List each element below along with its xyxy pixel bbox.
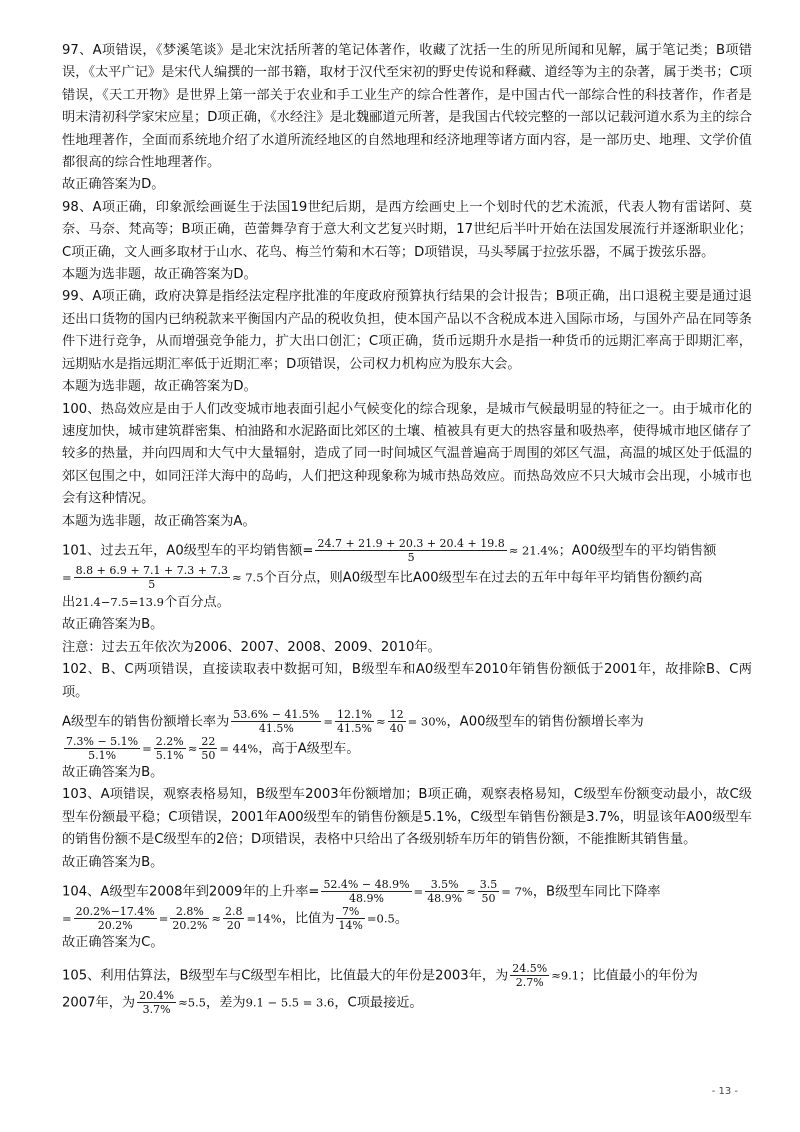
q101-math-1: 21.4−7.5=13.9 — [75, 594, 164, 609]
q104-fraction-5: $\frac{2.8\%}{20.2\%}$ — [172, 905, 208, 932]
q101-result-2: ≈ 7.5 — [231, 570, 264, 585]
q105-math-1: 9.1 − 5.5 = 3.6 — [245, 995, 335, 1010]
q101-fraction-2: $\frac{8.8 + 6.9 + 7.1 + 7.3 + 7.3}{5}$ — [75, 563, 228, 591]
q105-line2: 2007年，为 $\frac{20.4\%}{3.7\%}$ ≈5.5，差为9.1 − 5.5 = 3.6，C项最接近。 — [62, 989, 423, 1017]
q104-fraction-2: $\frac{3.5\%}{48.9\%}$ — [427, 878, 463, 905]
q101-note: 注意：过去五年依次为2006、2007、2008、2009、2010年。 — [62, 639, 441, 655]
q104-line1: 104、A级型车2008年到2009年的上升率= $\frac{52.4\% - 48.9\%}{48.9\%}$ = $\frac{3.5\%}{48.9\%}$ ≈ $\frac{3.5}{50}$ = 7%，B级型车同比下降率 — [62, 878, 661, 905]
q101-text-3: 个百分点，则A0级型车比A00级型车在过去的五年中每年平均销售份额约高 — [263, 570, 703, 586]
q105-line1: 105、利用估算法，B级型车与C级型车相比，比值最大的年份是2003年，为 $\frac{24.5\%}{2.7\%}$ ≈9.1；比值最小的年份为 — [62, 962, 698, 990]
q102-fraction-2: $\frac{12.1\%}{41.5\%}$ — [337, 707, 372, 735]
q103-explanation: 103、A项错误，观察表格易知，B级型车2003年份额增加；B项正确，观察表格易知，C级型车份额变动最小，故C级型车份额最平稳；C项错误，2001年A00级型车的销售份额是5.1%，C级型车销售份额是3.7%，明显该年A00级型车的销售份额不是C级型车的2倍；D项错误，表格中只给出了各级别轿车历年的销售份额，不能推断其销售量。 — [62, 787, 752, 848]
q102-fraction-6: $\frac{22}{50}$ — [201, 734, 216, 762]
q98-answer: 本题为选非题，故正确答案为D。 — [62, 267, 257, 283]
q103-answer: 故正确答案为B。 — [62, 854, 164, 870]
q102-fraction-3: $\frac{12}{40}$ — [389, 707, 404, 735]
q101-fraction-1: $\frac{24.7 + 21.9 + 20.3 + 20.4 + 19.8}{5}$ — [317, 536, 505, 564]
q97-explanation: 97、A项错误，《梦溪笔谈》是北宋沈括所著的笔记体著作，收藏了沈括一生的所见所闻和见解，属于笔记类；B项错误，《太平广记》是宋代人编撰的一部书籍，取材于汉代至宋初的野史传说和释藏、道经等为主的杂著，属于类书；C项错误，《天工开物》是世界上第一部关于农业和手工业生产的综合性著作，是中国古代一部综合性的科技著作，作者是明末清初科学家宋应星；D项正确，《水经注》是北魏郦道元所著，是我国古代较完整的一部以记载河道水系为主的综合性地理著作，全面而系统地介绍了水道所流经地区的自然地理和经济地理等诸方面内容，是一部历史、地理、文学价值都很高的综合性地理著作。 — [62, 43, 752, 171]
q104-fraction-7: $\frac{7\%}{14\%}$ — [338, 905, 363, 932]
document-body — [62, 40, 752, 1016]
q101-result-1: ≈ 21.4% — [508, 543, 559, 558]
q101-line3: 出21.4−7.5=13.9个百分点。 — [62, 594, 230, 610]
q100-explanation: 100、热岛效应是由于人们改变城市地表面引起小气候变化的综合现象，是城市气候最明显的特征之一。由于城市化的速度加快，城市建筑群密集、柏油路和水泥路面比郊区的土壤、植被具有更大的热容量和吸热率，使得城市地区储存了较多的热量，并向四周和大气中大量辐射，造成了同一时间城区气温普遍高于周围的郊区气温，高温的城区处于低温的郊区包围之中，如同汪洋大海中的岛屿，人们把这种现象称为城市热岛效应。而热岛效应不只大城市会出现，小城市也会有这种情况。 — [62, 401, 752, 507]
q101-text-2: ；A00级型车的平均销售额 — [558, 543, 717, 559]
q105-fraction-1: $\frac{24.5\%}{2.7\%}$ — [512, 962, 548, 990]
q102-fraction-1: $\frac{53.6\% - 41.5\%}{41.5\%}$ — [233, 707, 320, 735]
q105-fraction-2: $\frac{20.4\%}{3.7\%}$ — [139, 989, 175, 1017]
q99-answer: 本题为选非题，故正确答案为D。 — [62, 379, 257, 395]
q102-line1: A级型车的销售份额增长率为 $\frac{53.6\% - 41.5\%}{41.5\%}$ = $\frac{12.1\%}{41.5\%}$ ≈ $\frac{12}{40}$ = 30%，A00级型车的销售份额增长率为 — [62, 707, 644, 735]
q101-line2: = $\frac{8.8 + 6.9 + 7.1 + 7.3 + 7.3}{5}$ ≈ 7.5个百分点，则A0级型车比A00级型车在过去的五年中每年平均销售份额约高 — [62, 563, 703, 591]
q102-line2: $\frac{7.3\% - 5.1\%}{5.1\%}$ = $\frac{2.2\%}{5.1\%}$ ≈ $\frac{22}{50}$ = 44%，高于A级型车。 — [66, 734, 360, 762]
q102-fraction-4: $\frac{7.3\% - 5.1\%}{5.1\%}$ — [66, 734, 139, 762]
q101-text-1: 101、过去五年，A0级型车的平均销售额= — [62, 543, 314, 559]
q104-answer: 故正确答案为C。 — [62, 935, 164, 950]
page-number: - 13 - — [711, 1086, 738, 1097]
q101-line1 — [62, 537, 752, 564]
q100-answer: 本题为选非题，故正确答案为A。 — [62, 513, 256, 529]
q104-fraction-1: $\frac{52.4\% - 48.9\%}{48.9\%}$ — [323, 878, 410, 905]
q104-fraction-4: $\frac{20.2\%-17.4\%}{20.2\%}$ — [75, 905, 155, 932]
q102-fraction-5: $\frac{2.2\%}{5.1\%}$ — [155, 734, 184, 762]
q98-explanation: 98、A项正确，印象派绘画诞生于法国19世纪后期，是西方绘画史上一个划时代的艺术流派，代表人物有雷诺阿、莫奈、马奈、梵高等；B项正确，芭蕾舞孕育于意大利文艺复兴时期，17世纪后半叶开始在法国发展流行并逐渐职业化；C项正确，文人画多取材于山水、花鸟、梅兰竹菊和木石等；D项错误，马头琴属于拉弦乐器，不属于拨弦乐器。 — [62, 199, 752, 260]
q99-explanation: 99、A项正确，政府决算是指经法定程序批准的年度政府预算执行结果的会计报告；B项正确，出口退税主要是通过退还出口货物的国内已纳税款来平衡国内产品的税收负担，使本国产品以不含税成本进入国际市场，与国外产品在同等条件下进行竞争，从而增强竞争能力，扩大出口创汇；C项正确，货币远期升水是指一种货币的远期汇率高于即期汇率，远期贴水是指远期汇率低于近期汇率；D项错误，公司权力机构应为股东大会。 — [62, 289, 752, 372]
q102-explanation: 102、B、C两项错误，直接读取表中数据可知，B级型车和A0级型车2010年销售份额低于2001年，故排除B、C两项。 — [62, 662, 752, 700]
q104-fraction-3: $\frac{3.5}{50}$ — [479, 878, 498, 905]
q101-answer: 故正确答案为B。 — [62, 617, 164, 633]
q104-fraction-6: $\frac{2.8}{20}$ — [224, 905, 243, 932]
q102-answer: 故正确答案为B。 — [62, 764, 164, 780]
q97-answer: 故正确答案为D。 — [62, 177, 165, 193]
q104-line2: = $\frac{20.2\%-17.4\%}{20.2\%}$ = $\frac{2.8\%}{20.2\%}$ ≈ $\frac{2.8}{20}$ =14%，比值为 $\frac{7\%}{14\%}$ =0.5。 — [62, 905, 409, 932]
